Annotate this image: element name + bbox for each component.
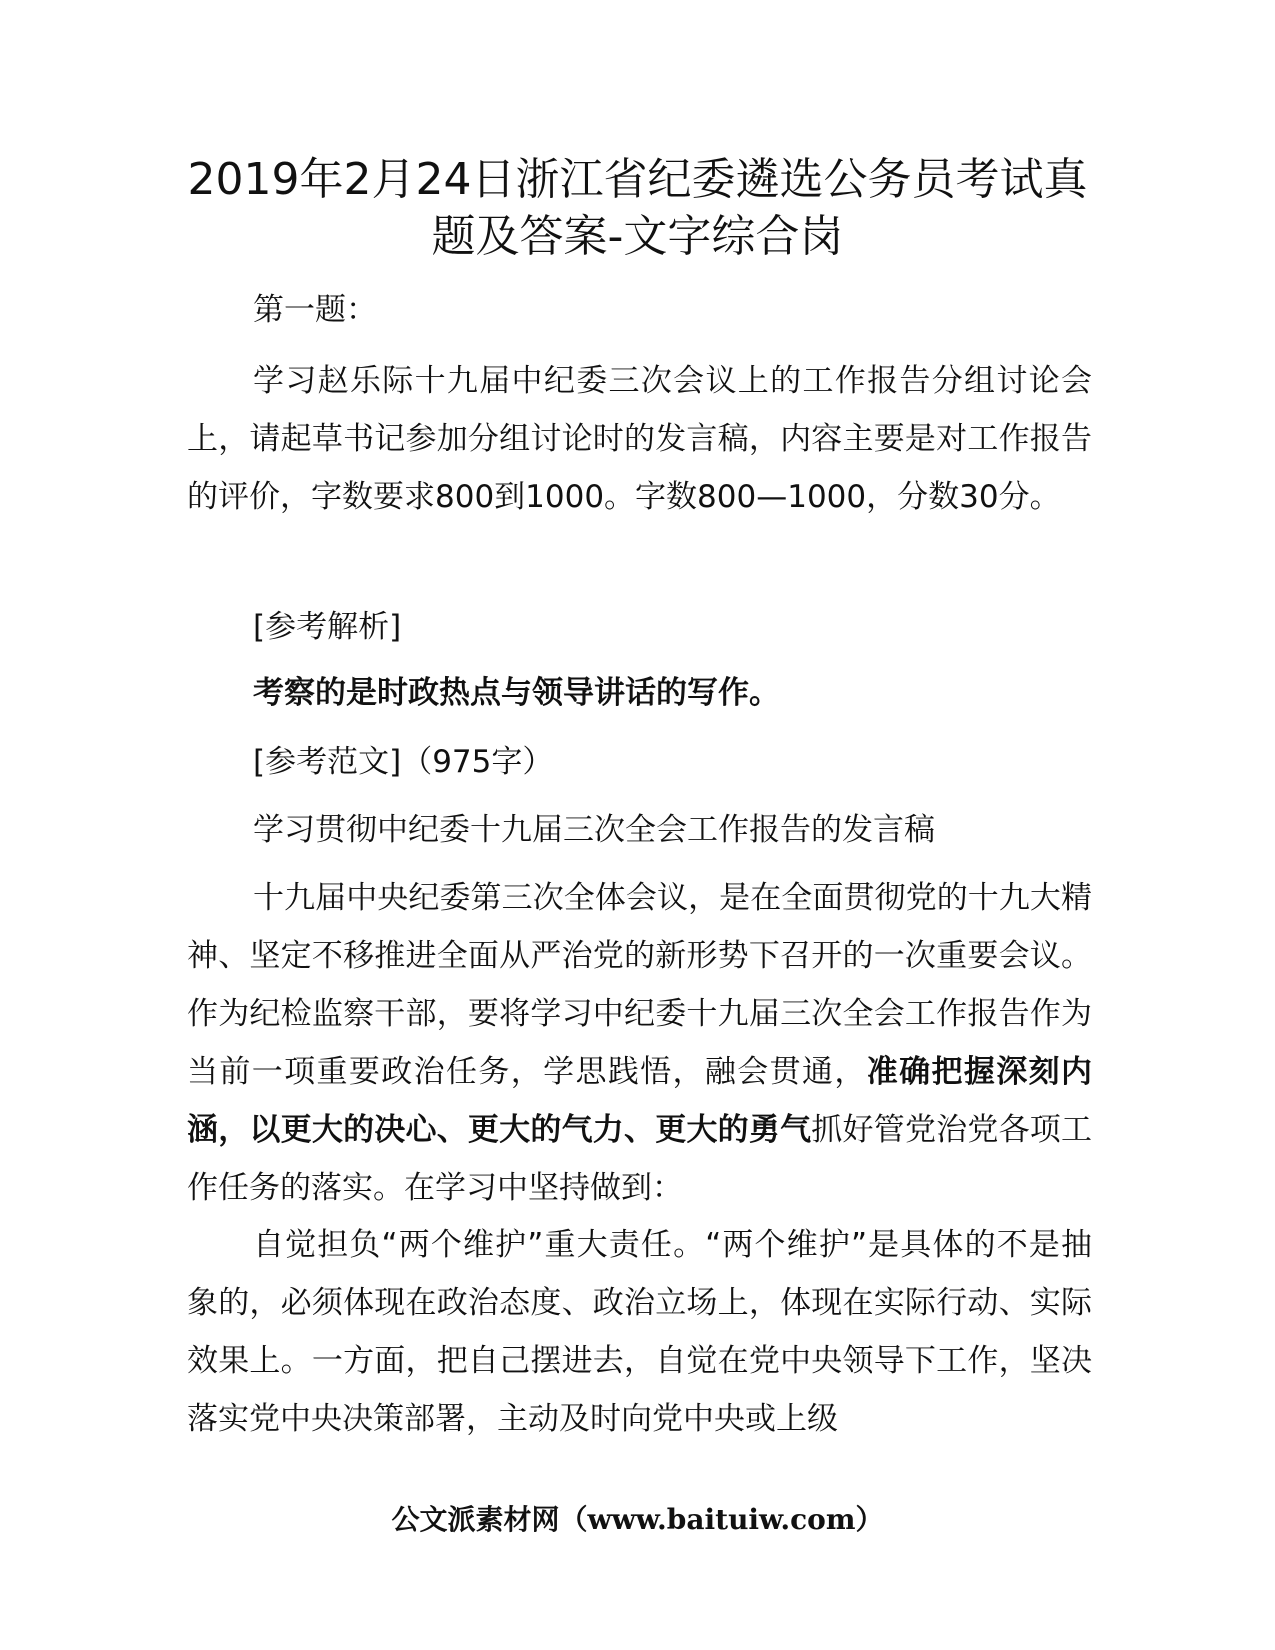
- speech-paragraph-1-part-a: 十九届中央纪委第三次全体会议，是在全面贯彻党的十九大精神、坚定不移推进全面从严治党的新形势下召开的一次重要会议。作为纪检监察干部，要将学习中纪委十九届三次全会工作报告作为当前一项重要政治任务，学思践悟，融会贯通，: [187, 880, 1092, 1090]
- speech-paragraph-1-part-b: 准确把握深刻内涵，以更大的决心、更大的气力、更大的勇气: [187, 1054, 1093, 1148]
- footer-watermark: 公文派素材网（www.baituiw.com）: [391, 1503, 884, 1536]
- speech-paragraph-2: 自觉担负“两个维护”重大责任。“两个维护”是具体的不是抽象的，必须体现在政治态度、政治立场上，体现在实际行动、实际效果上。一方面，把自己摆进去，自觉在党中央领导下工作，坚决落实党中央决策部署，主动及时向党中央或上级: [187, 1227, 1092, 1437]
- document-title-line-1: 2019年2月24日浙江省纪委遴选公务员考试真: [187, 154, 1088, 205]
- reference-analysis-body: 考察的是时政热点与领导讲话的写作。: [253, 675, 780, 711]
- document-title-line-2: 题及答案-文字综合岗: [431, 211, 844, 262]
- question-body: 学习赵乐际十九届中纪委三次会议上的工作报告分组讨论会上，请起草书记参加分组讨论时的发言稿，内容主要是对工作报告的评价，字数要求800到1000。字数800—1000，分数30分。: [187, 363, 1092, 515]
- reference-analysis-label: [参考解析]: [253, 609, 402, 645]
- speech-title: 学习贯彻中纪委十九届三次全会工作报告的发言稿: [253, 812, 935, 848]
- speech-paragraph-1-part-c: 抓好管党治党各项工作任务的落实。在学习中坚持做到：: [187, 1112, 1093, 1206]
- speech-paragraph-1: [187, 869, 1092, 1217]
- reference-model-label: [参考范文]（975字）: [253, 744, 554, 780]
- question-label: 第一题：: [253, 292, 377, 328]
